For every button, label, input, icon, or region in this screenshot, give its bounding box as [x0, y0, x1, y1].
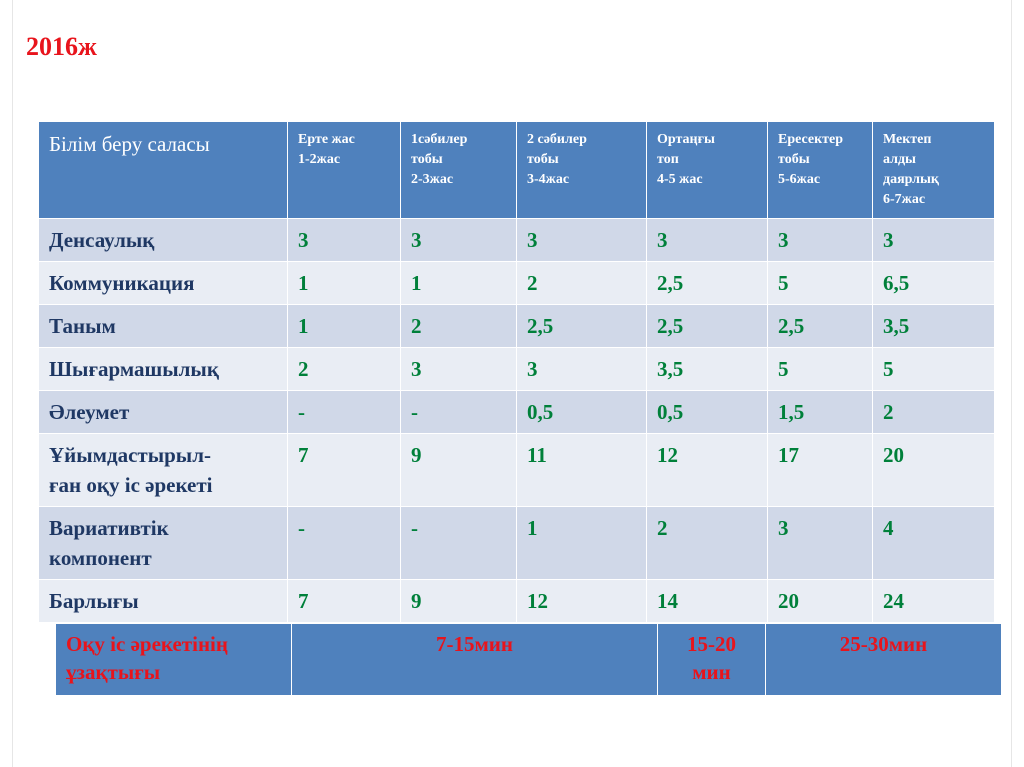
- duration-row: [56, 624, 1002, 696]
- row-value: 6,5: [873, 262, 995, 305]
- curriculum-table: [38, 121, 995, 623]
- row-value: 3,5: [647, 348, 768, 391]
- table-row: [39, 305, 995, 348]
- row-value: 2: [873, 391, 995, 434]
- row-value: 9: [401, 434, 517, 507]
- row-value: 0,5: [647, 391, 768, 434]
- row-value: -: [401, 507, 517, 580]
- row-value: 1: [401, 262, 517, 305]
- header-age-4-5: Ортаңғы топ 4-5 жас: [647, 122, 768, 219]
- row-value: 2: [288, 348, 401, 391]
- row-label: Ұйымдастырыл- ған оқу іс әрекеті: [39, 434, 288, 507]
- row-value: 2,5: [517, 305, 647, 348]
- row-value: 14: [647, 580, 768, 623]
- row-value: 1: [288, 305, 401, 348]
- year-title: 2016ж: [26, 32, 97, 61]
- row-value: 4: [873, 507, 995, 580]
- header-age-1-2: Ерте жас 1-2жас: [288, 122, 401, 219]
- row-label: Әлеумет: [39, 391, 288, 434]
- row-value: -: [401, 391, 517, 434]
- row-value: 2: [401, 305, 517, 348]
- row-label: Денсаулық: [39, 219, 288, 262]
- row-value: 12: [517, 580, 647, 623]
- header-row: [39, 122, 995, 219]
- row-value: 1: [517, 507, 647, 580]
- header-age-6-7: Мектеп алды даярлық 6-7жас: [873, 122, 995, 219]
- header-age-5-6: Ересектер тобы 5-6жас: [768, 122, 873, 219]
- row-label: Барлығы: [39, 580, 288, 623]
- row-label: Таным: [39, 305, 288, 348]
- row-label: Вариативтік компонент: [39, 507, 288, 580]
- row-value: 20: [873, 434, 995, 507]
- row-value: 3: [873, 219, 995, 262]
- table-row: [39, 219, 995, 262]
- row-value: 3: [768, 219, 873, 262]
- row-value: 3: [647, 219, 768, 262]
- row-value: 5: [768, 262, 873, 305]
- table-row: [39, 580, 995, 623]
- row-value: 5: [768, 348, 873, 391]
- row-value: -: [288, 507, 401, 580]
- header-age-3-4: 2 сәбилер тобы 3-4жас: [517, 122, 647, 219]
- row-value: 20: [768, 580, 873, 623]
- row-value: 2,5: [768, 305, 873, 348]
- row-value: 24: [873, 580, 995, 623]
- row-value: 3: [401, 348, 517, 391]
- header-age-2-3: 1сәбилер тобы 2-3жас: [401, 122, 517, 219]
- row-value: 3: [517, 219, 647, 262]
- row-value: 3: [288, 219, 401, 262]
- table-row: [39, 262, 995, 305]
- row-value: 2,5: [647, 305, 768, 348]
- row-value: 2,5: [647, 262, 768, 305]
- row-value: 3: [768, 507, 873, 580]
- row-value: 5: [873, 348, 995, 391]
- row-value: 3: [517, 348, 647, 391]
- row-value: 11: [517, 434, 647, 507]
- duration-value-15-20: 15-20 мин: [658, 624, 766, 696]
- row-value: 7: [288, 434, 401, 507]
- row-value: 2: [647, 507, 768, 580]
- row-value: 0,5: [517, 391, 647, 434]
- duration-value-25-30: 25-30мин: [766, 624, 1002, 696]
- row-value: 2: [517, 262, 647, 305]
- header-subject-area: Білім беру саласы: [39, 122, 288, 219]
- duration-table: [55, 623, 1002, 696]
- row-value: 12: [647, 434, 768, 507]
- table-row: [39, 434, 995, 507]
- row-value: 3: [401, 219, 517, 262]
- row-label: Коммуникация: [39, 262, 288, 305]
- row-value: 9: [401, 580, 517, 623]
- duration-value-7-15: 7-15мин: [292, 624, 658, 696]
- duration-label: Оқу іс әрекетінің ұзақтығы: [56, 624, 292, 696]
- row-value: 1: [288, 262, 401, 305]
- row-value: 1,5: [768, 391, 873, 434]
- table-row: [39, 348, 995, 391]
- row-value: 17: [768, 434, 873, 507]
- row-value: 7: [288, 580, 401, 623]
- table-row: [39, 507, 995, 580]
- row-label: Шығармашылық: [39, 348, 288, 391]
- row-value: 3,5: [873, 305, 995, 348]
- row-value: -: [288, 391, 401, 434]
- table-row: [39, 391, 995, 434]
